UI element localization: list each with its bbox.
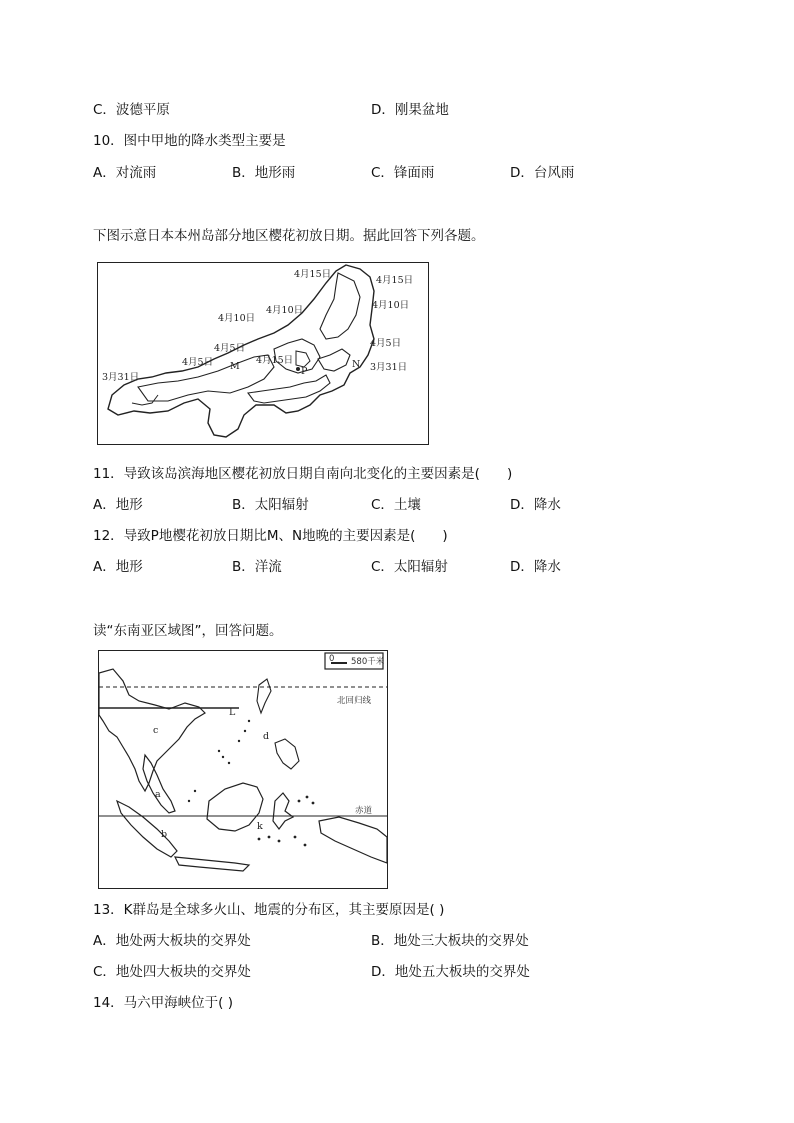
point-m: M [230, 361, 240, 372]
tropic-label: 北回归线 [337, 696, 372, 706]
sulawesi [273, 793, 293, 829]
letter-b: b [161, 829, 168, 840]
q12-option-c: C．太阳辐射 [371, 559, 448, 575]
q10-option-c: C．锋面雨 [371, 165, 435, 181]
q11-option-c: C．土壤 [371, 497, 421, 513]
q12-stem: 12．导致P地樱花初放日期比M、N地晚的主要因素是( ) [93, 528, 448, 544]
letter-d: d [263, 731, 270, 742]
q11-option-d: D．降水 [510, 497, 561, 513]
scale-zero: 0 [329, 654, 335, 664]
q11-stem: 11．导致该岛滨海地区樱花初放日期自南向北变化的主要因素是( ) [93, 466, 513, 482]
q13-option-d: D．地处五大板块的交界处 [371, 964, 530, 980]
point-n: N [352, 359, 361, 370]
point-p: P [301, 366, 308, 377]
letter-l: L [229, 707, 236, 718]
borneo [207, 783, 263, 831]
q14-stem: 14．马六甲海峡位于( ) [93, 995, 234, 1011]
label-apr5-east: 4月5日 [370, 338, 402, 349]
q11-option-a: A．地形 [93, 497, 143, 513]
q13-stem: 13．K群岛是全球多火山、地震的分布区，其主要原因是( ) [93, 902, 445, 918]
q12-option-a: A．地形 [93, 559, 143, 575]
q10-stem: 10．图中甲地的降水类型主要是 [93, 133, 286, 149]
label-apr10-center: 4月10日 [266, 305, 304, 316]
q13-option-b: B．地处三大板块的交界处 [371, 933, 529, 949]
q10-option-b: B．地形雨 [232, 165, 296, 181]
new-guinea [319, 817, 387, 863]
q9-option-d: D．刚果盆地 [371, 102, 449, 118]
sea-intro: 读“东南亚区域图”，回答问题。 [93, 623, 283, 639]
letter-k: k [257, 821, 263, 832]
q13-option-a: A．地处两大板块的交界处 [93, 933, 251, 949]
label-apr10-west: 4月10日 [218, 313, 256, 324]
java [175, 857, 249, 871]
southeast-asia-map [98, 650, 388, 889]
equator-label: 赤道 [355, 806, 373, 816]
q12-option-b: B．洋流 [232, 559, 282, 575]
letter-a: a [155, 789, 161, 800]
label-apr15-center: 4月15日 [256, 355, 294, 366]
label-apr15-ne: 4月15日 [376, 275, 414, 286]
q9-option-c: C．波德平原 [93, 102, 170, 118]
q12-option-d: D．降水 [510, 559, 561, 575]
label-apr10-east: 4月10日 [372, 300, 410, 311]
q11-option-b: B．太阳辐射 [232, 497, 309, 513]
label-apr5-sw: 4月5日 [182, 357, 214, 368]
japan-sakura-map [97, 262, 429, 445]
q13-option-c: C．地处四大板块的交界处 [93, 964, 251, 980]
label-apr5-west: 4月5日 [214, 343, 246, 354]
q10-option-a: A．对流雨 [93, 165, 157, 181]
sumatra [117, 801, 177, 857]
letter-c: c [153, 725, 159, 736]
q10-option-d: D．台风雨 [510, 165, 575, 181]
scale-label: 580千米 [351, 657, 385, 667]
label-mar31-east: 3月31日 [370, 362, 408, 373]
label-apr15-north: 4月15日 [294, 269, 332, 280]
japan-intro: 下图示意日本本州岛部分地区樱花初放日期。据此回答下列各题。 [93, 228, 485, 244]
label-mar31-west: 3月31日 [102, 372, 140, 383]
